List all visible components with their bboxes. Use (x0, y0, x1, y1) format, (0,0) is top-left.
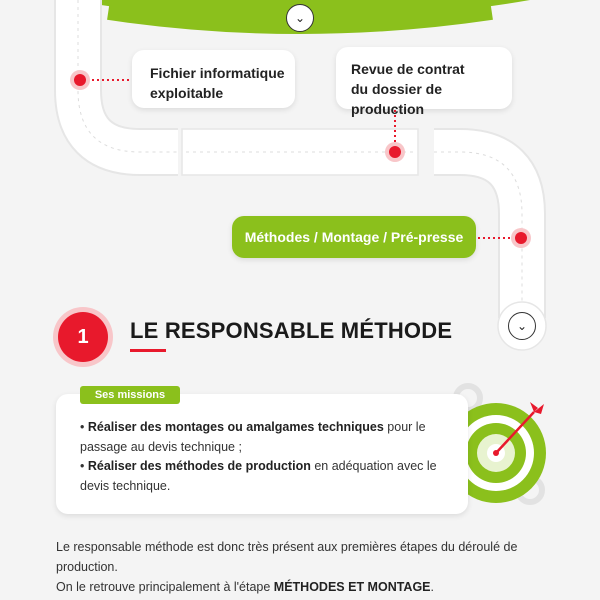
step-card-contract (336, 47, 512, 117)
mission-item-strong: Réaliser des montages ou amalgames techniques (87, 420, 384, 434)
mission-item (80, 418, 440, 457)
step-marker-dot (385, 142, 405, 162)
missions-badge: Ses missions (80, 386, 180, 404)
mission-bullet: • (80, 420, 85, 434)
step-card-methods-label: Méthodes / Montage / Pré-presse (244, 229, 464, 245)
step-card-file-line2: exploitable (150, 85, 224, 101)
step-card-methods (232, 216, 476, 258)
scroll-down-chevron-top[interactable] (286, 4, 314, 32)
step-card-contract-line2: du dossier de production (351, 81, 443, 117)
section-number-badge (58, 312, 108, 362)
section-title: LE RESPONSABLE MÉTHODE (130, 318, 453, 343)
step-card-contract-line1: Revue de contrat (351, 61, 465, 77)
scroll-down-chevron-bottom[interactable] (508, 312, 536, 340)
missions-list (80, 418, 440, 496)
mission-bullet: • (80, 459, 85, 473)
step-marker-dot (70, 70, 90, 90)
description-line-2-prefix: On le retrouve principalement à l'étape (56, 580, 274, 594)
description-line-1: Le responsable méthode est donc très présent aux premières étapes du déroulé de production. (56, 540, 518, 574)
mission-item (80, 457, 440, 496)
step-marker-dot (511, 228, 531, 248)
description-line-2 (56, 577, 536, 597)
step-card-file (132, 50, 295, 108)
mission-item-rest: pour le passage au devis technique ; (80, 420, 426, 454)
description-line-2-strong: MÉTHODES ET MONTAGE (273, 580, 431, 594)
step-card-file-line1: Fichier informatique (150, 65, 285, 81)
mission-item-strong: Réaliser des méthodes de production (87, 459, 311, 473)
section-title-underline (130, 349, 166, 352)
section-number: 1 (77, 325, 89, 348)
chevron-down-icon: ⌄ (294, 11, 306, 25)
description-line-2-suffix: . (430, 580, 434, 594)
mission-item-rest: en adéquation avec le devis technique. (80, 459, 437, 493)
chevron-down-icon: ⌄ (516, 319, 528, 333)
